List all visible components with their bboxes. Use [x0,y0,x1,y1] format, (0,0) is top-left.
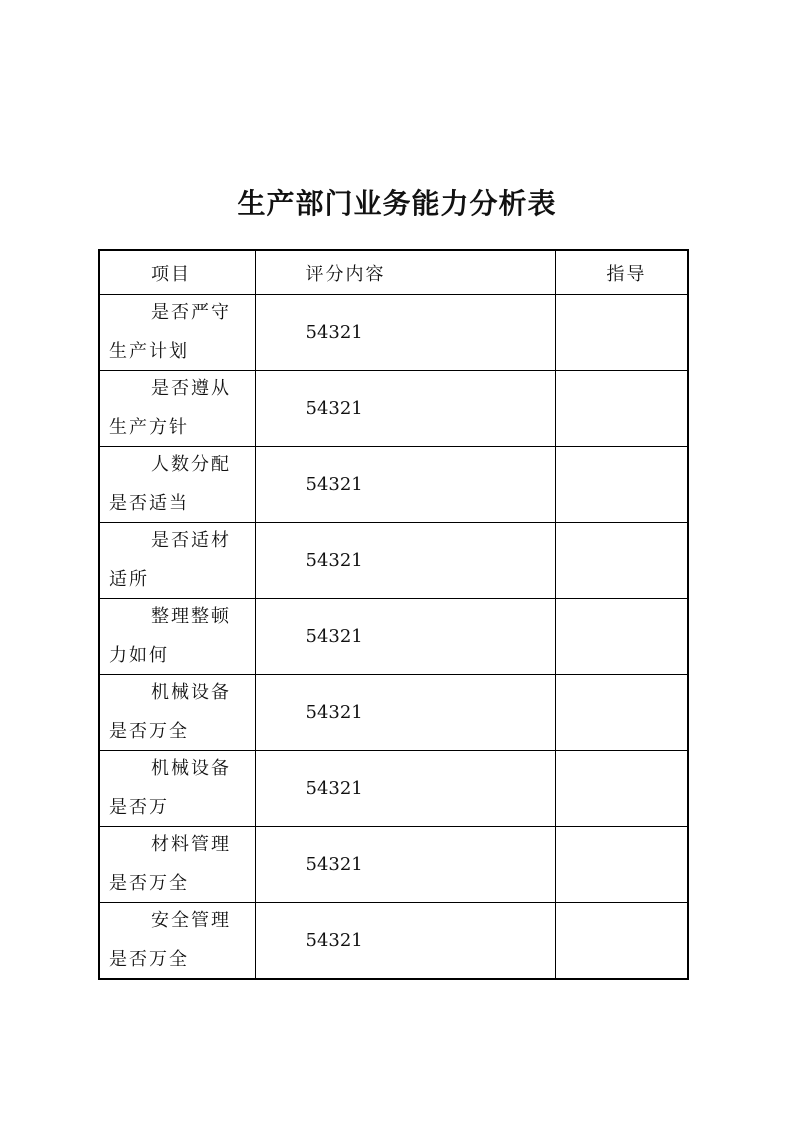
item-cell [99,295,255,371]
item-label-line1: 是否适材 [151,530,231,551]
item-cell [99,371,255,447]
score-scale: 54321 [255,903,555,980]
item-label-line2: 是否万 [109,797,169,818]
guide-cell[interactable] [555,371,688,447]
guide-cell[interactable] [555,447,688,523]
item-cell [99,903,255,980]
item-label-line2: 适所 [109,569,149,590]
table-row [99,447,688,523]
item-label-line1: 材料管理 [151,834,231,855]
item-cell [99,675,255,751]
table-row [99,751,688,827]
guide-cell[interactable] [555,675,688,751]
table-row [99,371,688,447]
score-scale: 54321 [255,523,555,599]
guide-cell[interactable] [555,523,688,599]
item-label-line1: 整理整顿 [151,606,231,627]
score-scale: 54321 [255,827,555,903]
item-label-line2: 生产方针 [109,417,189,438]
table-row [99,295,688,371]
header-item: 项目 [99,250,255,295]
item-label-line2: 是否万全 [109,873,189,894]
score-scale: 54321 [255,295,555,371]
item-label-line2: 生产计划 [109,341,189,362]
table-header-row [99,250,688,295]
item-label-line2: 力如何 [109,645,169,666]
item-label-line1: 人数分配 [151,454,231,475]
guide-cell[interactable] [555,751,688,827]
table-row [99,523,688,599]
item-label-line1: 安全管理 [151,910,231,931]
score-scale: 54321 [255,751,555,827]
evaluation-table [98,249,689,980]
item-cell [99,751,255,827]
table-row [99,827,688,903]
score-scale: 54321 [255,371,555,447]
header-guide: 指导 [555,250,688,295]
table-row [99,903,688,980]
item-label-line1: 机械设备 [151,682,231,703]
score-scale: 54321 [255,599,555,675]
guide-cell[interactable] [555,599,688,675]
item-label-line1: 是否严守 [151,302,231,323]
guide-cell[interactable] [555,827,688,903]
guide-cell[interactable] [555,295,688,371]
item-cell [99,827,255,903]
score-scale: 54321 [255,447,555,523]
item-label-line1: 机械设备 [151,758,231,779]
score-scale: 54321 [255,675,555,751]
item-label-line2: 是否适当 [109,493,189,514]
table-row [99,599,688,675]
header-content: 评分内容 [255,250,555,295]
item-cell [99,599,255,675]
guide-cell[interactable] [555,903,688,980]
item-label-line1: 是否遵从 [151,378,231,399]
document-title: 生产部门业务能力分析表 [237,187,557,220]
item-cell [99,523,255,599]
item-label-line2: 是否万全 [109,721,189,742]
item-cell [99,447,255,523]
table-row [99,675,688,751]
item-label-line2: 是否万全 [109,949,189,970]
